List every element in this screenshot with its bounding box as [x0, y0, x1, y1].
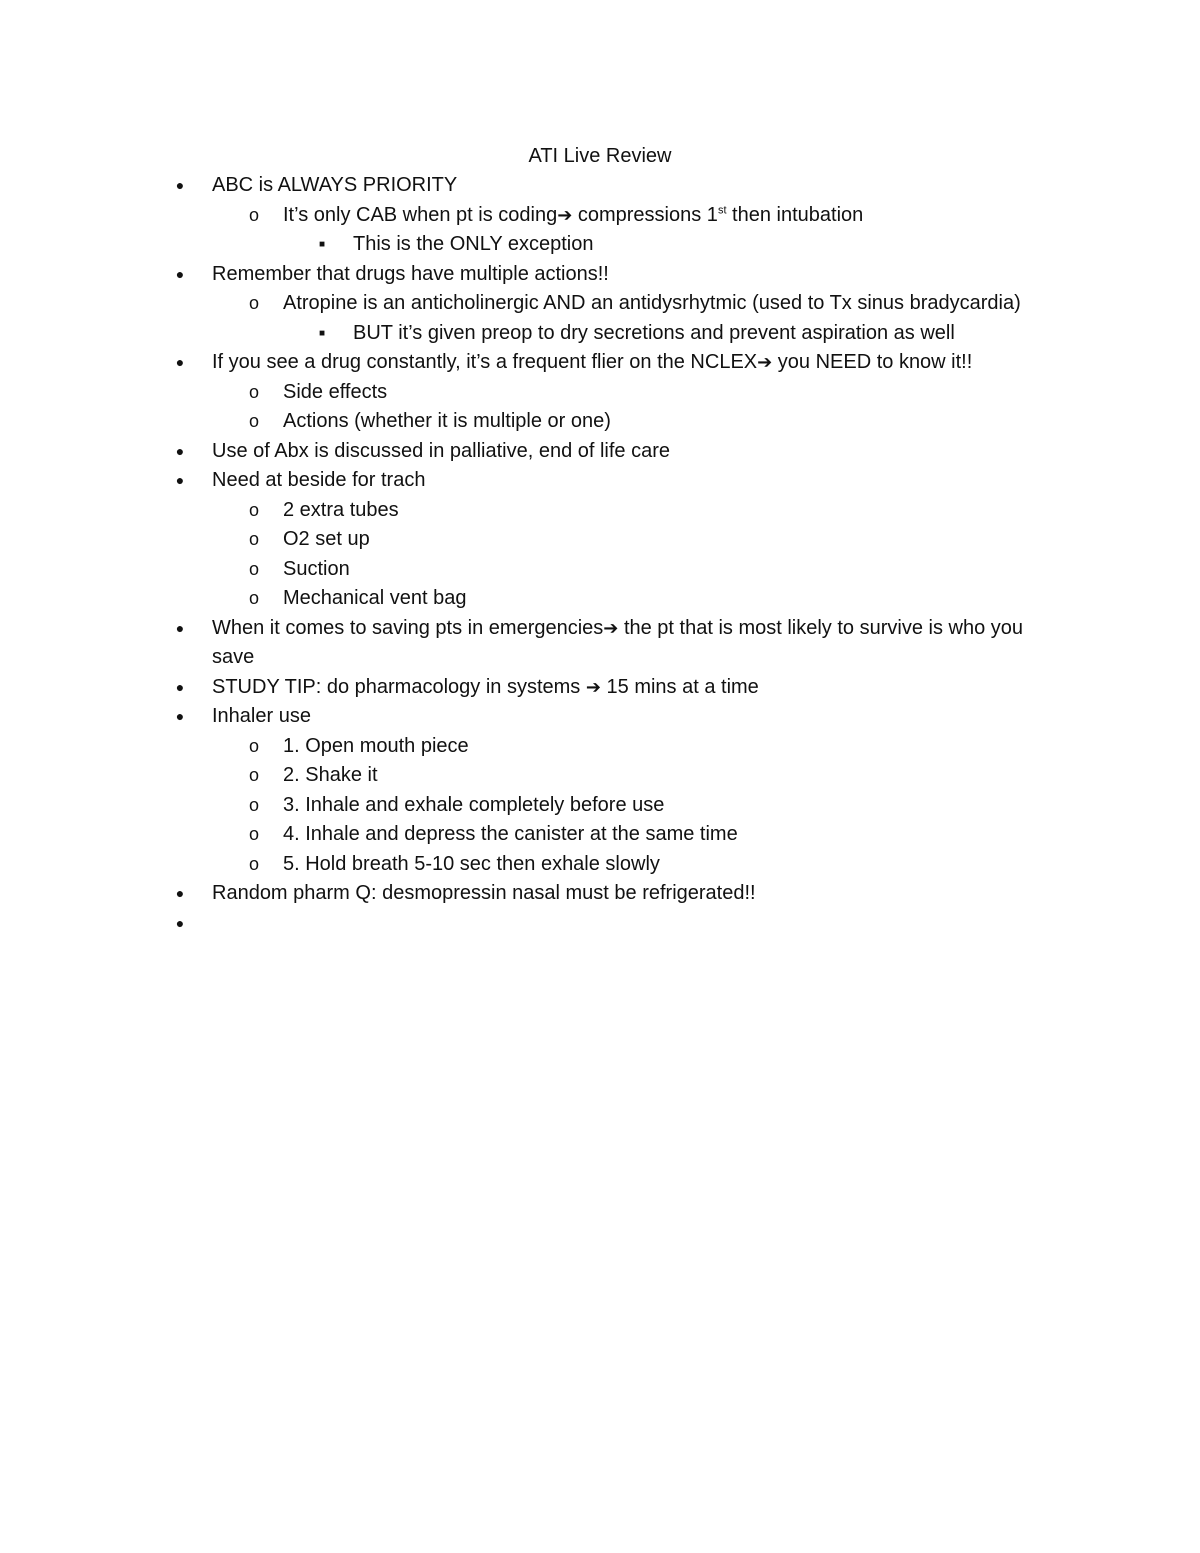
- bullet-marker: o: [248, 588, 259, 608]
- list-item-text: Side effects: [283, 380, 388, 403]
- list-item-text: Need at beside for trach: [212, 469, 426, 491]
- list-item-level-2: [0, 525, 1200, 555]
- list-item-text: Random pharm Q: desmopressin nasal must be refrigerated!!: [212, 882, 756, 904]
- list-item-text: Atropine is an anticholinergic AND an antidysrhytmic (used to Tx sinus bradycardia): [283, 292, 1021, 314]
- list-item-text: Mechanical vent bag: [283, 587, 467, 609]
- bullet-marker: o: [248, 381, 259, 402]
- list-item-level-1: [0, 909, 1200, 939]
- right-arrow-icon: ➔: [603, 617, 619, 639]
- bullet-marker: o: [248, 765, 259, 785]
- bullet-marker: o: [248, 558, 259, 579]
- text-run: When it comes to saving pts in emergencies: [212, 616, 604, 639]
- list-item-level-2: [0, 407, 1200, 437]
- list-item-text: Remember that drugs have multiple actions!!: [212, 262, 609, 285]
- list-item-text: [212, 909, 1062, 939]
- list-item-text: [212, 348, 1062, 378]
- bullet-marker: ■: [318, 239, 326, 250]
- list-item-text: [283, 201, 1063, 231]
- bullet-marker: o: [248, 411, 259, 431]
- list-item-level-2: [0, 289, 1200, 319]
- bullet-marker: o: [248, 794, 259, 815]
- text-run: 15 mins at a time: [600, 675, 759, 698]
- list-item-level-1: [0, 260, 1200, 290]
- bullet-marker: ●: [175, 354, 185, 370]
- list-item-level-2: [0, 820, 1200, 850]
- list-item-text: 5. Hold breath 5-10 sec then exhale slowly: [283, 852, 660, 875]
- bullet-marker: o: [248, 499, 259, 520]
- list-item-level-2: [0, 850, 1200, 880]
- bullet-marker: ●: [175, 619, 185, 636]
- list-item-level-3: [0, 319, 1200, 349]
- bullet-marker: ●: [175, 177, 185, 193]
- list-item-level-1: [0, 466, 1200, 496]
- text-run: It’s only CAB when pt is coding: [283, 203, 558, 226]
- bullet-marker: ■: [318, 327, 326, 339]
- text-run: compressions 1: [572, 203, 718, 226]
- bullet-marker: o: [248, 735, 259, 756]
- list-item-level-1: [0, 673, 1200, 703]
- bullet-marker: o: [248, 204, 259, 225]
- list-item-level-1: [0, 702, 1200, 732]
- right-arrow-icon: ➔: [585, 676, 601, 698]
- list-item-level-2: [0, 761, 1200, 791]
- list-item-text: 1. Open mouth piece: [283, 734, 469, 757]
- superscript: st: [717, 203, 727, 216]
- text-run: If you see a drug constantly, it’s a frequent flier on the NCLEX: [212, 351, 758, 373]
- list-item-level-2: [0, 584, 1200, 614]
- text-run: the pt that is most likely to survive is who you save: [212, 616, 1023, 668]
- list-item-text: This is the ONLY exception: [353, 233, 594, 255]
- document-title: ATI Live Review: [528, 145, 672, 167]
- bullet-list: [0, 171, 1200, 938]
- list-item-text: BUT it’s given preop to dry secretions and prevent aspiration as well: [353, 321, 955, 344]
- bullet-marker: o: [248, 293, 259, 313]
- list-item-level-1: [0, 437, 1200, 467]
- bullet-marker: ●: [175, 472, 185, 488]
- bullet-marker: o: [248, 853, 259, 874]
- text-run: STUDY TIP: do pharmacology in systems: [212, 675, 586, 698]
- bullet-marker: ●: [175, 914, 185, 931]
- bullet-marker: ●: [175, 265, 185, 282]
- list-item-level-2: [0, 732, 1200, 762]
- list-item-text: Suction: [283, 557, 350, 580]
- list-item-text: 4. Inhale and depress the canister at the same time: [283, 823, 738, 845]
- list-item-level-2: [0, 496, 1200, 526]
- list-item-level-2: [0, 378, 1200, 408]
- bullet-marker: ●: [175, 885, 185, 901]
- list-item-text: 2. Shake it: [283, 764, 378, 786]
- bullet-marker: o: [248, 824, 259, 844]
- list-item-text: [212, 614, 1062, 673]
- list-item-text: 2 extra tubes: [283, 498, 399, 521]
- list-item-level-2: [0, 555, 1200, 585]
- list-item-level-2: [0, 201, 1200, 231]
- bullet-marker: ●: [175, 678, 185, 695]
- bullet-marker: ●: [175, 442, 185, 459]
- list-item-text: [212, 673, 1062, 703]
- list-item-text: Actions (whether it is multiple or one): [283, 410, 611, 432]
- list-item-level-1: [0, 348, 1200, 378]
- bullet-marker: ●: [175, 708, 185, 724]
- list-item-text: ABC is ALWAYS PRIORITY: [212, 174, 458, 196]
- list-item-level-1: [0, 879, 1200, 909]
- list-item-text: O2 set up: [283, 528, 370, 550]
- list-item-text: Inhaler use: [212, 705, 311, 727]
- list-item-text: 3. Inhale and exhale completely before use: [283, 793, 665, 816]
- list-item-text: Use of Abx is discussed in palliative, end of life care: [212, 439, 671, 462]
- right-arrow-icon: ➔: [757, 352, 773, 373]
- list-item-level-1: [0, 614, 1200, 673]
- list-item-level-3: [0, 230, 1200, 260]
- list-item-level-1: [0, 171, 1200, 201]
- text-run: you NEED to know it!!: [772, 351, 973, 373]
- right-arrow-icon: ➔: [557, 204, 573, 226]
- list-item-level-2: [0, 791, 1200, 821]
- text-run: then intubation: [726, 203, 864, 226]
- bullet-marker: o: [248, 529, 259, 549]
